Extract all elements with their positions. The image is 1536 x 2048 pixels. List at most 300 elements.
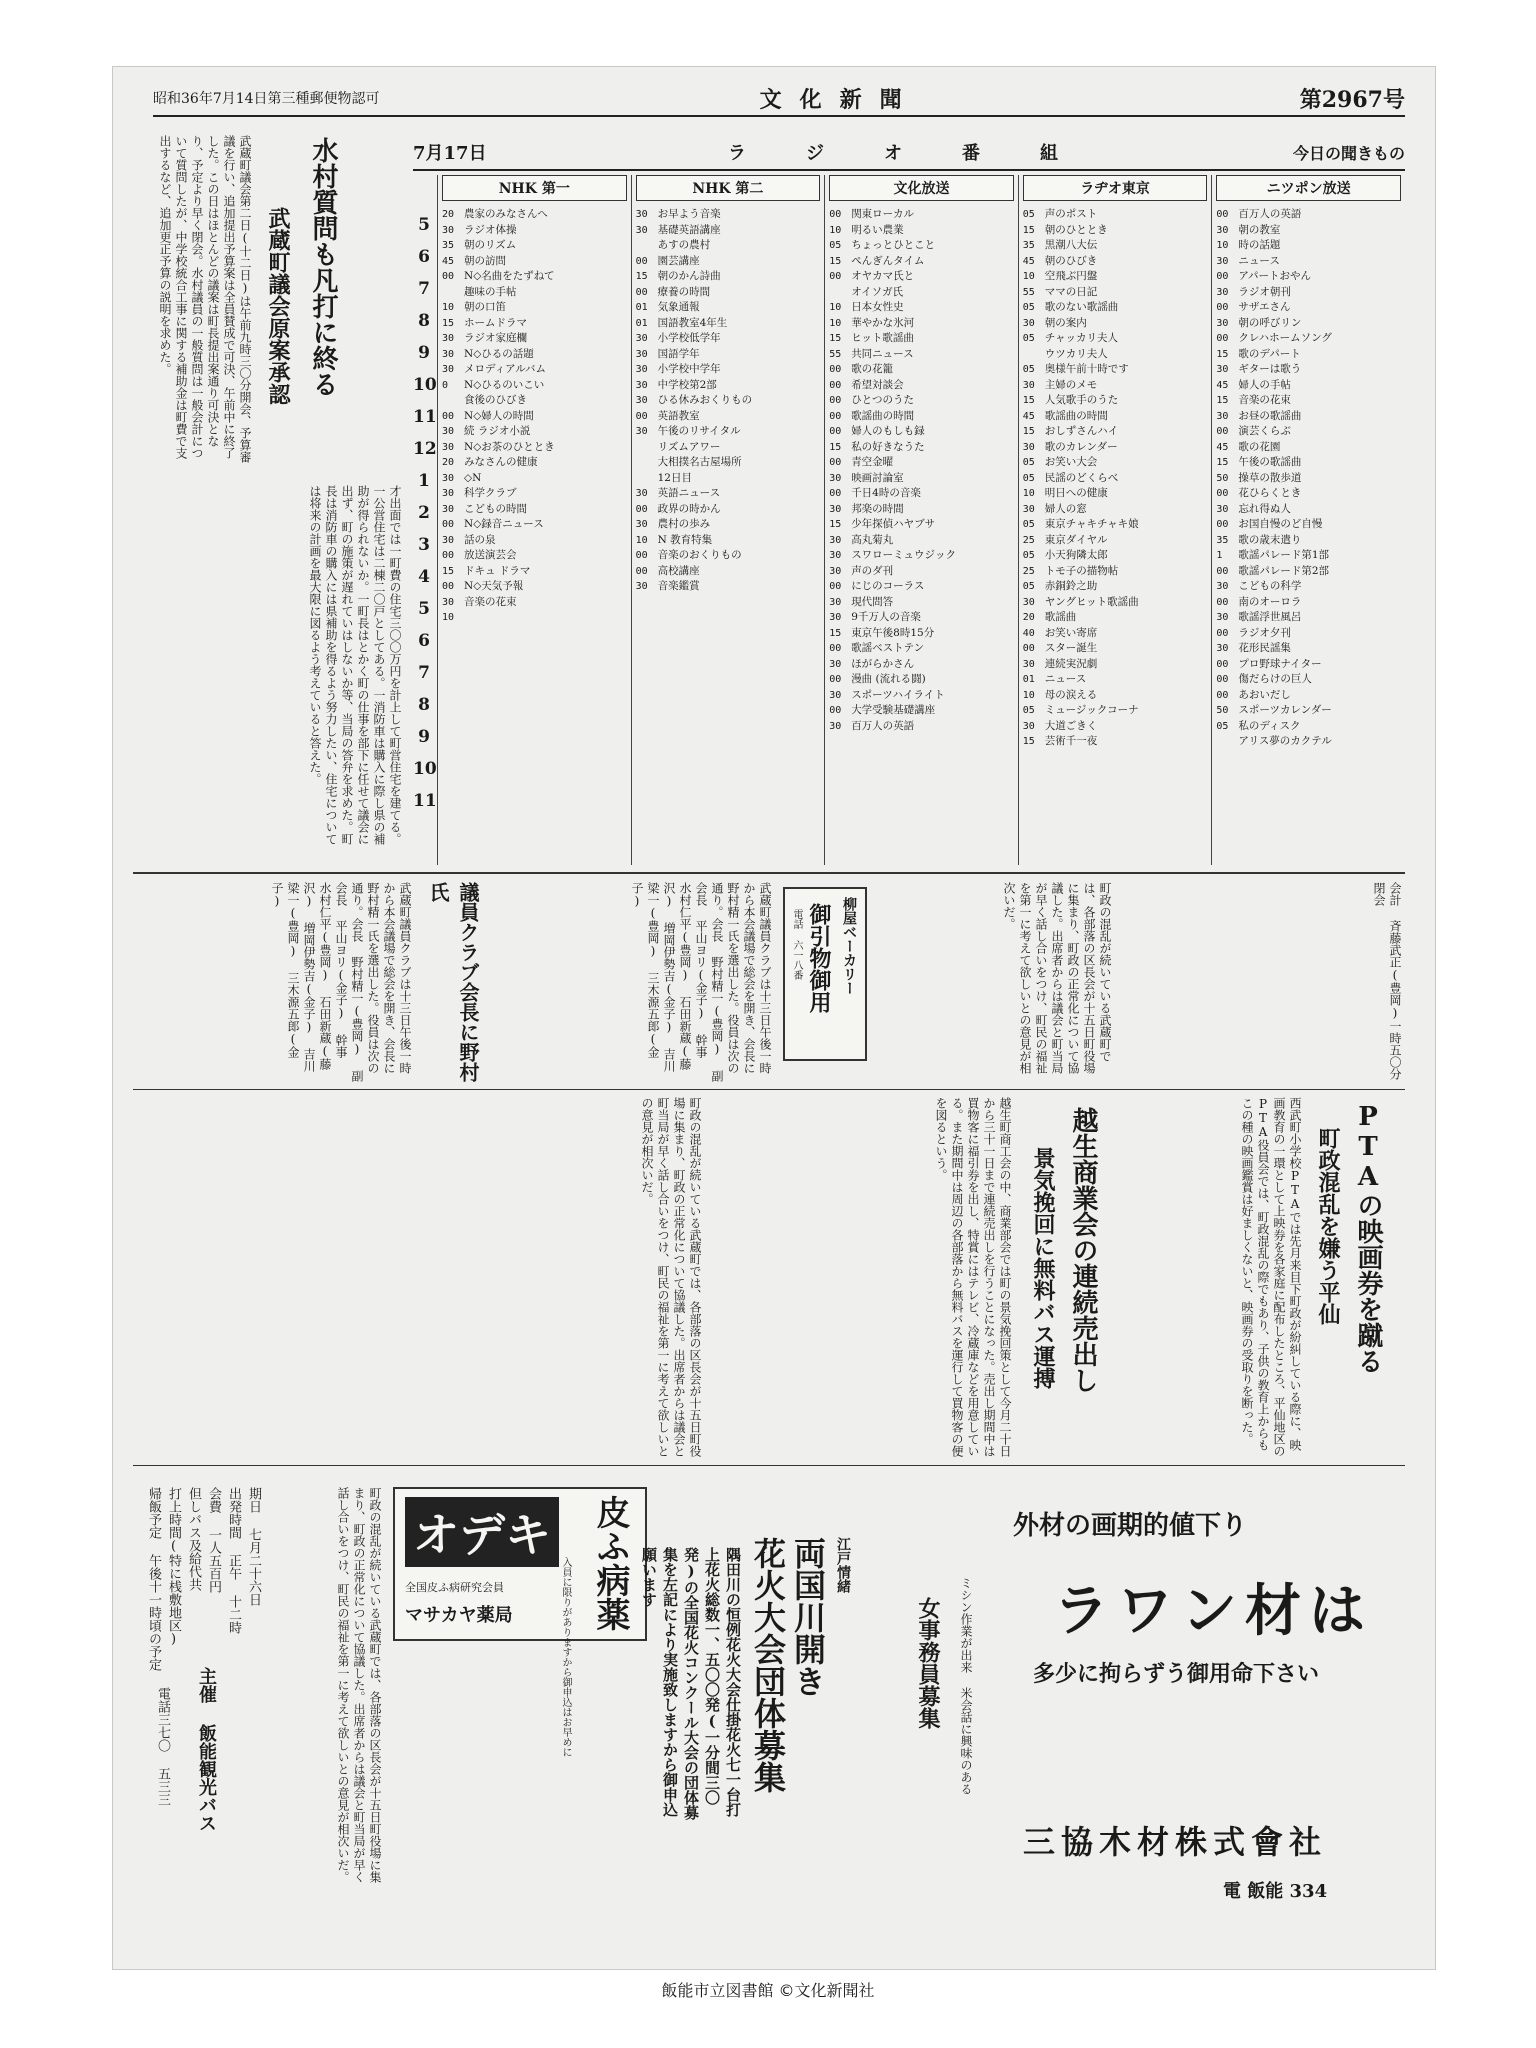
radio-program-title: 朝の口笛 (464, 301, 506, 313)
radio-program (1023, 703, 1208, 719)
article2-body: 武蔵町議員クラブは十三日午後一時から本会議場で総会を開き、会長に野村精一氏を選出した。役員は次の通り。会長 野村精一(豊岡) 副会長 平山ヨリ(金子) 幹事 水村仁平(豊岡) 石田新蔵(藤沢) 増岡伊勢吉(金子) 吉川梁一(豊岡) 三木源五郎(金子) (270, 882, 412, 1082)
radio-program (1023, 223, 1208, 239)
radio-program-minute (442, 285, 464, 301)
radio-program-title: お笑い寄席 (1044, 626, 1098, 639)
odeki-sub: 皮ふ病薬 (590, 1495, 630, 1631)
radio-program-title: あすの農村 (657, 239, 711, 251)
fireworks-text: 隅田川の恒例花火大会仕掛花火七一台打上花火総数一、五〇〇発(一分間三〇発)の全国花火コンクール大会の団体募集を左記により実施致しますから御申込願います (640, 1547, 742, 1820)
radio-program-title: 朝のひととき (1044, 223, 1108, 236)
radio-program-title: N◇婦人の時間 (464, 409, 534, 422)
radio-program-title: 明日への健康 (1044, 487, 1108, 499)
radio-hour-label: 5 (418, 599, 430, 619)
radio-program-minute: 00 (829, 379, 842, 391)
radio-program-title: 主婦のメモ (1044, 378, 1098, 391)
radio-program-minute: 30 (1216, 255, 1229, 267)
article3-headline: PTAの映画券を蹴る (1353, 1102, 1383, 1374)
radio-program-title: 歌謡浮世風呂 (1238, 611, 1302, 623)
radio-program-title: 声のポスト (1044, 208, 1098, 220)
radio-program (1216, 688, 1401, 704)
radio-program-minute: 00 (829, 364, 842, 375)
radio-program-minute: 20 (1022, 612, 1035, 623)
radio-program (636, 533, 821, 549)
radio-program (636, 300, 821, 316)
radio-station-name: ニツポン放送 (1216, 175, 1401, 201)
radio-program-title: 趣味の手帖 (464, 285, 517, 298)
radio-program-minute: 10 (829, 224, 842, 236)
radio-hour-column (413, 215, 435, 823)
radio-program-minute: 40 (1022, 627, 1035, 639)
radio-program-minute: 30 (1022, 441, 1035, 453)
radio-program (829, 455, 1014, 471)
radio-program-title: ラジオ家庭欄 (464, 332, 527, 344)
radio-program-title: 花形民謡集 (1238, 642, 1291, 654)
radio-program-minute: 30 (1216, 643, 1229, 654)
radio-program (636, 502, 821, 518)
radio-program-minute: 00 (442, 410, 455, 422)
radio-program-title: 音楽のおくりもの (657, 549, 742, 561)
radio-program (829, 238, 1014, 254)
radio-program-title: チャッカリ夫人 (1044, 332, 1118, 344)
radio-program-minute: 15 (1022, 736, 1035, 747)
radio-program-title: 農家のみなさんへ (464, 208, 548, 220)
radio-station-name: 文化放送 (829, 175, 1014, 201)
radio-program-title: ぺんぎんタイム (851, 254, 925, 267)
radio-program (636, 409, 821, 425)
radio-program-title: 千日4時の音楽 (851, 487, 921, 499)
radio-program (442, 502, 627, 518)
radio-program-title: 歌の花園 (1238, 440, 1281, 453)
article2-headline: 議員クラブ会長に野村氏 (426, 882, 480, 1082)
radio-program-title: 映画討論室 (851, 471, 904, 484)
radio-program (1216, 331, 1401, 347)
radio-program-minute: 30 (1022, 596, 1035, 608)
radio-program (1023, 269, 1208, 285)
radio-schedule (413, 135, 1405, 865)
radio-program (636, 440, 821, 456)
radio-program-minute: 00 (829, 705, 842, 716)
radio-program (1216, 347, 1401, 363)
radio-program-title: 人気歌手のうた (1044, 394, 1119, 406)
radio-program (1216, 455, 1401, 471)
radio-program (636, 362, 821, 378)
radio-program-title: スワローミュウジック (851, 549, 956, 561)
radio-program-minute (636, 455, 658, 471)
radio-program (1023, 440, 1208, 456)
radio-program (442, 254, 627, 270)
radio-program-minute: 25 (1022, 534, 1035, 546)
radio-program-minute: 05 (1022, 209, 1035, 220)
radio-program (636, 517, 821, 533)
radio-program-title: 芸術千一夜 (1044, 735, 1098, 747)
radio-program (829, 626, 1014, 642)
radio-program (829, 223, 1014, 239)
radio-program-title: オイソガ氏 (851, 285, 904, 298)
radio-program-minute: 30 (1216, 581, 1229, 592)
radio-station-column (1018, 175, 1212, 865)
radio-program-title: 赤銅鈴之助 (1044, 580, 1098, 592)
radio-program-minute: 15 (635, 271, 648, 282)
radio-program (636, 548, 821, 564)
radio-hour-label: 9 (418, 343, 430, 363)
radio-program (442, 378, 627, 394)
radio-program-title: 小学校低学年 (657, 332, 721, 344)
radio-program (1023, 579, 1208, 595)
radio-program-title: みなさんの健康 (464, 456, 538, 468)
radio-program-title: 午後の歌謡曲 (1238, 456, 1302, 468)
odeki-main: オデキ (405, 1497, 559, 1567)
radio-program-minute: 10 (1022, 271, 1035, 282)
radio-program-minute: 00 (829, 457, 842, 468)
radio-program-title: サザエさん (1238, 301, 1291, 313)
radio-program (829, 331, 1014, 347)
radio-program (829, 207, 1014, 223)
masthead-issue-number: 第2967号 (1299, 86, 1405, 113)
radio-program-minute: 05 (1022, 472, 1035, 484)
radio-program-title: 9千万人の音楽 (851, 611, 921, 623)
radio-program-minute: 00 (829, 410, 842, 422)
radio-program-title: ラジオ夕刊 (1238, 626, 1291, 639)
radio-program-title: 黒潮八大伝 (1044, 239, 1098, 251)
radio-program-minute: 05 (1216, 720, 1229, 732)
newspaper-page (112, 66, 1436, 1970)
radio-program-title: 朝のリズム (464, 239, 517, 251)
radio-program-minute: 45 (1022, 410, 1035, 422)
radio-program-minute: 00 (1216, 426, 1229, 437)
radio-program-title: 歌の歳末遣り (1238, 533, 1302, 546)
radio-program-title: 百万人の英語 (1238, 208, 1302, 220)
radio-program (1023, 641, 1208, 657)
radio-program (829, 409, 1014, 425)
radio-program-minute: 30 (829, 503, 842, 515)
radio-program-minute: 00 (1216, 519, 1229, 530)
radio-program-minute: 30 (829, 689, 842, 701)
article4-body: 越生町商工会の中、商業部会では町の景気挽回策として今月二十日から三十一日まで連続売出しを行うことになった。売出し期間中は買物客に福引券を出し、特賞にはテレビ、冷蔵庫などを用意している。また期間中は周辺の各部落から無料バスを運行して買物客の便を図るという。 (934, 1097, 1012, 1457)
radio-program (1023, 362, 1208, 378)
radio-program-minute: 30 (442, 224, 455, 236)
radio-program (1023, 331, 1208, 347)
radio-program (1216, 719, 1401, 735)
radio-pick: 今日の聞きもの (1292, 143, 1405, 163)
radio-program (829, 393, 1014, 409)
radio-hour-label: 11 (413, 407, 437, 427)
radio-program-minute: 30 (1216, 286, 1229, 298)
radio-program (442, 393, 627, 409)
radio-program-title: 空飛ぶ円盤 (1044, 270, 1098, 282)
radio-program (829, 548, 1014, 564)
radio-program-title: ヤングヒット歌謡曲 (1044, 595, 1139, 608)
radio-program (1216, 300, 1401, 316)
radio-program-title: 関東ローカル (851, 208, 914, 220)
radio-program-minute: 20 (442, 457, 455, 468)
radio-program (1023, 238, 1208, 254)
radio-program-minute: 00 (635, 550, 648, 561)
radio-program (442, 300, 627, 316)
radio-program (1023, 564, 1208, 580)
radio-program-minute: 30 (829, 550, 842, 561)
radio-program-title: N◇お茶のひととき (464, 440, 555, 453)
article4-subheadline: 景気挽回に無料バス運搏 (1030, 1147, 1056, 1389)
radio-program-title: 歌の花籠 (851, 363, 894, 375)
yanagiya-main: 御引物御用 (806, 903, 832, 1013)
radio-program (829, 269, 1014, 285)
odeki-shop: マサカヤ薬局 (405, 1605, 513, 1626)
radio-program-minute: 30 (1216, 317, 1229, 329)
radio-program-minute: 30 (442, 426, 455, 437)
radio-program-minute: 30 (635, 379, 648, 391)
radio-program-title: 朝のひびき (1044, 254, 1098, 267)
radio-program-title: 園芸講座 (657, 254, 700, 267)
radio-program-title: お国自慢のど自慢 (1238, 518, 1323, 530)
radio-program-minute: 05 (1022, 364, 1035, 375)
radio-program-title: ホームドラマ (464, 316, 527, 329)
article4-continuation: 町政の混乱が続いている武蔵町では、各部落の区長会が十五日町役場に集まり、町政の正常化について協議した。出席者からは議会と町当局が早く話し合いをつけ、町民の福祉を第一に考えて欲しいとの意見が相次いだ。 (640, 1097, 702, 1457)
radio-program-title: ラジオ体操 (464, 223, 517, 236)
radio-program-minute: 30 (442, 488, 455, 499)
radio-hour-label: 5 (418, 215, 430, 235)
radio-program-minute: 01 (1022, 674, 1035, 685)
radio-program-title: 歌のカレンダー (1044, 440, 1118, 453)
radio-program-title: 私の好きなうた (851, 440, 925, 453)
radio-program-minute: 30 (829, 534, 842, 546)
radio-program-minute: 00 (1216, 689, 1229, 701)
radio-program-title: 英語ニュース (657, 487, 721, 499)
radio-program-minute: 45 (1022, 255, 1035, 267)
radio-program-minute: 35 (1022, 240, 1035, 251)
radio-program-title: 大道ごきく (1044, 719, 1098, 732)
radio-program-title: 歌謡曲 (1044, 611, 1077, 623)
radio-program (1216, 424, 1401, 440)
radio-program (1216, 595, 1401, 611)
radio-program-minute: 30 (635, 488, 648, 499)
radio-hour-label: 6 (418, 631, 430, 651)
radio-program (1023, 471, 1208, 487)
radio-program-minute: 30 (635, 348, 648, 360)
radio-program-title: 食後のひびき (464, 394, 527, 406)
radio-program-title: スポーツカレンダー (1238, 704, 1332, 716)
radio-program (829, 300, 1014, 316)
radio-program (442, 269, 627, 285)
radio-program (636, 393, 821, 409)
radio-program-title: 現代問答 (851, 595, 894, 608)
radio-program-title: 朝の教室 (1238, 223, 1281, 236)
radio-program (1216, 548, 1401, 564)
divider (133, 1089, 1405, 1090)
radio-program (829, 316, 1014, 332)
radio-program-title: ほがらかさん (851, 657, 915, 670)
radio-program-title: 大学受験基礎講座 (851, 704, 936, 716)
radio-program-minute: 15 (829, 519, 842, 530)
radio-program (442, 533, 627, 549)
radio-program-minute: 0 (442, 379, 449, 391)
radio-program (1023, 486, 1208, 502)
radio-program-title: 東京チャキチャキ娘 (1044, 518, 1139, 530)
radio-program-minute: 30 (829, 612, 842, 623)
article1-body: 武蔵町議会第二日(十二日)は午前九時三〇分開会、予算審議を行い、追加提出予算案は全員賛成で可決、午前中に終了した。この日はほとんどの議案は町長提出案通り可決となり、予定より早く閉会。水村議員の一般質問は一般会計について質問したが、中学校統合工事に関する補助金は町費で支出するなど、追加更正予算の説明を求めた。 (158, 135, 252, 463)
radio-program (1216, 393, 1401, 409)
radio-program-title: 百万人の英語 (851, 719, 915, 732)
radio-program (636, 424, 821, 440)
radio-program (1216, 238, 1401, 254)
radio-program-minute: 00 (1216, 596, 1229, 608)
lumber-ad (993, 1497, 1413, 1937)
radio-program-title: 歌のデパート (1238, 347, 1301, 360)
radio-program-minute: 30 (442, 503, 455, 515)
radio-program (1216, 409, 1401, 425)
radio-program-minute (442, 393, 464, 409)
recruit-note: ミシン作業が出来 米会話に興味のある (959, 1577, 973, 1795)
radio-station-name: NHK 第一 (442, 175, 627, 201)
yanagiya-name: 柳屋ベーカリー (841, 897, 857, 995)
radio-program-minute: 00 (829, 395, 842, 406)
radio-program (442, 517, 627, 533)
article1-continuation: 会計 斉藤武正(豊岡)一時五〇分閉会 (1372, 882, 1402, 1080)
radio-program-title: 青空金曜 (851, 456, 894, 468)
radio-program-minute: 55 (829, 348, 842, 360)
bus-schedule-line: 会費 一人五百円 (206, 1487, 221, 1593)
radio-program-minute: 00 (442, 519, 455, 530)
radio-program (1023, 595, 1208, 611)
article1-body-2: 才出面では一町費の住宅三〇〇万円を計上して町営住宅を建てる。一公営住宅は二棟二〇戸としてある。一消防車は購入に際し県の補助が得られないか。一町長はとかく町の仕事を部下に任せて議会に出ず、町の施策が遅れていはしないか等、当局の答弁を求めた。町長は消防車の購入には県補助を得るよう努力したい、住宅については将来の計画を最大限に図るよう考えていると答えた。 (308, 485, 402, 845)
radio-program-minute: 00 (829, 674, 842, 685)
masthead-paper-name: 文化新聞 (759, 86, 920, 113)
radio-program (1023, 316, 1208, 332)
radio-program (1216, 533, 1401, 549)
radio-program-minute: 30 (1216, 224, 1229, 236)
radio-program-minute: 45 (1216, 441, 1229, 453)
radio-program-minute: 30 (635, 333, 648, 344)
radio-program (442, 238, 627, 254)
radio-program-minute: 00 (1216, 658, 1229, 670)
radio-program (442, 564, 627, 580)
radio-program-minute: 30 (1022, 658, 1035, 670)
radio-program-title: 歌謡ベストテン (851, 642, 925, 654)
yanagiya-ad (783, 887, 867, 1061)
radio-program (829, 362, 1014, 378)
radio-program (829, 424, 1014, 440)
radio-program-minute (1216, 734, 1238, 750)
radio-program-minute: 00 (635, 565, 648, 577)
radio-program (636, 331, 821, 347)
radio-program (1216, 362, 1401, 378)
radio-program (1023, 207, 1208, 223)
radio-program-title: お笑い大会 (1044, 456, 1098, 468)
radio-program-title: 時の話題 (1238, 239, 1281, 251)
radio-program-title: 気象通報 (657, 301, 700, 313)
radio-program (829, 285, 1014, 301)
radio-program-title: 音楽の花束 (464, 595, 517, 608)
radio-program-minute (636, 440, 658, 456)
radio-program (442, 285, 627, 301)
radio-program (442, 207, 627, 223)
radio-program-minute: 30 (829, 720, 842, 732)
radio-program-title: ママの日記 (1044, 285, 1098, 298)
radio-program (829, 254, 1014, 270)
radio-program-title: プロ野球ナイター (1238, 657, 1322, 670)
radio-program (442, 424, 627, 440)
radio-program-title: アリス夢のカクテル (1238, 735, 1332, 747)
radio-program-minute: 50 (1216, 472, 1229, 484)
radio-program (442, 455, 627, 471)
article4-headline: 越生商業会の連続売出し (1068, 1107, 1098, 1393)
radio-program (442, 440, 627, 456)
recruit-title: 女事務員募集 (915, 1597, 941, 1729)
radio-program-title: 音楽鑑賞 (657, 580, 700, 592)
lumber-main: ラワン材は (1053, 1578, 1373, 1644)
radio-program-minute: 15 (1216, 395, 1229, 406)
radio-program (442, 486, 627, 502)
radio-program-title: 放送演芸会 (464, 549, 517, 561)
radio-program-minute: 30 (635, 581, 648, 592)
fireworks-lead: 江戸情緒 (835, 1537, 851, 1593)
radio-program-title: こどもの時間 (464, 502, 527, 515)
radio-program (829, 502, 1014, 518)
divider (133, 872, 1405, 874)
radio-program (1216, 672, 1401, 688)
bus-schedule-line: 期日 七月二十六日 (246, 1487, 261, 1606)
radio-program-minute: 05 (1022, 550, 1035, 561)
radio-program (1023, 672, 1208, 688)
radio-program-title: 話の泉 (464, 533, 496, 546)
article3-body: 西武町小学校PTAでは先月来目下町政が紛糾している際に、映画教育の一環として上映券を各家庭に配布したところ、平仙地区のPTA役員会では、町政混乱の際でもあり、子供の教育上からもこの種の映画鑑賞は好ましくないと、映画券の受取りを断った。 (1240, 1097, 1302, 1457)
fireworks-note: 入員に限りがありますから御申込はお早めに (560, 1557, 571, 1757)
lumber-sub: 多少に拘らずう御用命下さい (1033, 1661, 1320, 1687)
radio-program (829, 579, 1014, 595)
radio-program-minute (829, 285, 851, 301)
radio-title: ラジオ番組 (727, 143, 1118, 164)
radio-program (442, 610, 627, 626)
radio-program-minute: 30 (635, 364, 648, 375)
radio-program-minute: 50 (1216, 705, 1229, 716)
radio-program-title: N◇天気予報 (464, 580, 524, 592)
radio-program (1216, 223, 1401, 239)
radio-program-title: 南のオーロラ (1238, 595, 1302, 608)
radio-program-title: 科学クラブ (464, 487, 517, 499)
radio-program-title: 政界の時かん (657, 502, 721, 515)
radio-program (636, 486, 821, 502)
radio-program (1216, 517, 1401, 533)
radio-program-minute: 30 (829, 472, 842, 484)
radio-program-minute: 00 (635, 410, 648, 422)
radio-program-minute: 45 (1216, 379, 1229, 391)
radio-program-minute: 10 (635, 534, 648, 546)
radio-program (1216, 703, 1401, 719)
radio-program (1023, 626, 1208, 642)
radio-program (442, 223, 627, 239)
radio-program-minute: 30 (635, 519, 648, 530)
radio-program (1023, 347, 1208, 363)
radio-program-title: トモ子の描物帖 (1044, 564, 1119, 577)
radio-hour-label: 10 (413, 759, 437, 779)
radio-program-minute: 05 (1022, 302, 1035, 313)
radio-program (442, 548, 627, 564)
radio-program-minute: 30 (829, 565, 842, 577)
radio-program-title: 英語教室 (657, 409, 700, 422)
radio-program-minute: 55 (1022, 286, 1035, 298)
footer-credit: 飯能市立図書館 ©文化新聞社 (661, 1981, 875, 2000)
radio-program-minute: 35 (1216, 534, 1229, 546)
radio-program-title: 婦人の手帖 (1238, 378, 1291, 391)
radio-program-title: 中学校第2部 (657, 378, 717, 391)
radio-program-minute: 15 (442, 317, 455, 329)
radio-program (442, 471, 627, 487)
radio-program-title: 歌謡パレード第1部 (1238, 549, 1330, 561)
radio-program-title: 朝の呼びリン (1238, 316, 1302, 329)
radio-program-minute (636, 471, 658, 487)
radio-program (1216, 440, 1401, 456)
radio-program-minute: 15 (1216, 348, 1229, 360)
radio-program-title: 私のディスク (1238, 719, 1301, 732)
radio-program-minute: 30 (1022, 503, 1035, 515)
